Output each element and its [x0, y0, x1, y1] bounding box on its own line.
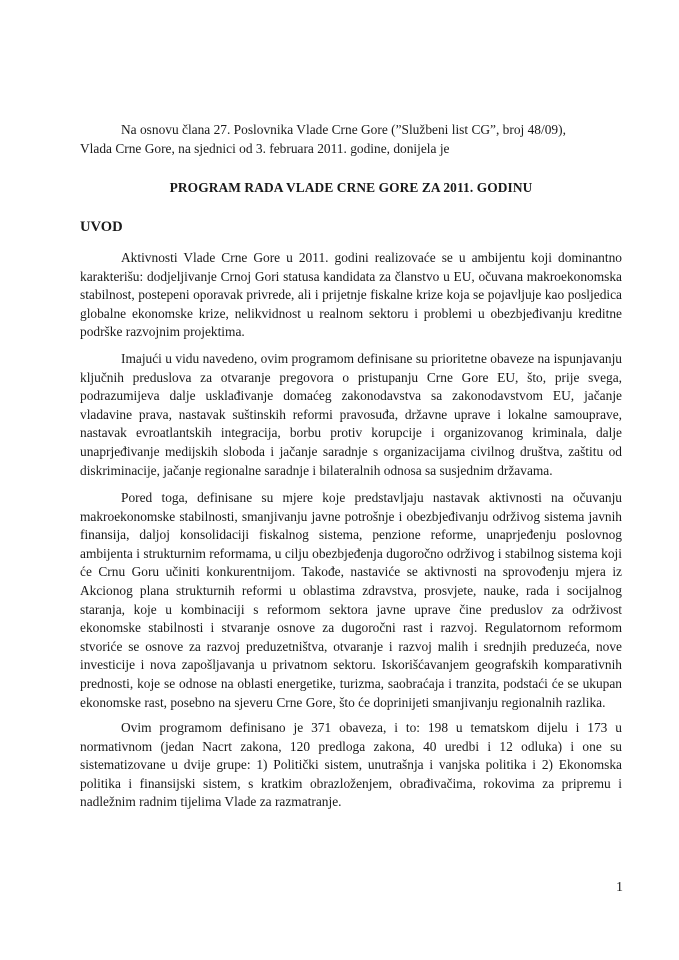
paragraph-4 [80, 719, 622, 812]
paragraph-text: Ovim programom definisano je 371 obaveza, i to: 198 u tematskom dijelu i 173 u normativnom (jedan Nacrt zakona, 120 predloga zakona, 40 uredbi i 12 odluka) i one su sistematizovane u dvije grupe: 1) Politički sistem, unutrašnja i vanjska politika i 2) Ekonomska politika i finansijski sistem, s kratkim obrazloženjem, obrađivačima, rokovima za pripremu i nadležnim radnim tijelima Vlade za razmatranje. [80, 720, 622, 810]
paragraph-text: Imajući u vidu navedeno, ovim programom definisane su prioritetne obaveze na ispunjavanju ključnih preduslova za otvaranje pregovora o pristupanju Crne Gore EU, što, prije svega, podrazumijeva dalje usklađivanje domaćeg zakonodavstva sa zakonodavstvom EU, jačanje vladavine prava, nastavak suštinskih reformi pravosuđa, državne uprave i lokalne samouprave, nastavak evroatlantskih integracija, borbu protiv korupcije i organizovanog kriminala, dalje unaprjeđivanje medijskih sloboda i jačanje saradnje s organizacijama civilnog društva, zaštitu od diskriminacije, jačanje regionalne saradnje i bilateralnih odnosa sa susjednim državama. [80, 351, 622, 478]
preamble-line-1: Na osnovu člana 27. Poslovnika Vlade Crne Gore (”Službeni list CG”, broj 48/09), [121, 122, 566, 137]
document-title: PROGRAM RADA VLADE CRNE GORE ZA 2011. GODINU [169, 180, 533, 195]
paragraph-text: Pored toga, definisane su mjere koje predstavljaju nastavak aktivnosti na očuvanju makroekonomske stabilnosti, smanjivanju javne potrošnje i obezbjeđivanju održivog sistema javnih finansija, daljoj konsolidaciji fiskalnog sistema, penzione reforme, unaprjeđenju poslovnog ambijenta i strukturnim reformama, u cilju obezbjeđenja dugoročno održivog i stabilnog sistema koji će Crnu Goru učiniti konkurentnijom. Takođe, nastaviće se aktivnosti na sprovođenju mjera iz Akcionog plana strukturnih reformi u oblastima zdravstva, prosvjete, nauke, rada i socijalnog staranja, koje u kombinaciji s reformom sektora javne uprave čine preduslov za održivost ekonomske stabilnosti i stvaranje osnove za dugoročni rast i razvoj. Regulatornom reformom stvoriće se osnove za razvoj preduzetništva, otvaranje i razvoj malih i srednjih preduzeća, nove investicije i nova zapošljavanja u privatnom sektoru. Iskorišćavanjem geografskih komparativnih prednosti, koje se odnose na oblasti energetike, turizma, saobraćaja i tranzita, podstaći će se ukupan ekonomske rast, posebno na sjeveru Crne Gore, što će doprinijeti smanjivanju regionalnih razlika. [80, 490, 622, 710]
section-heading-uvod: UVOD [80, 219, 123, 235]
preamble [80, 121, 622, 158]
preamble-line-2: Vlada Crne Gore, na sjednici od 3. februara 2011. godine, donijela je [80, 140, 450, 156]
paragraph-3 [80, 489, 622, 712]
page-number: 1 [616, 880, 623, 895]
paragraph-text: Aktivnosti Vlade Crne Gore u 2011. godini realizovaće se u ambijentu koji dominantno karakterišu: dodjeljivanje Crnoj Gori statusa kandidata za članstvo u EU, očuvana makroekonomska stabilnost, postepeni oporavak privrede, ali i prijetnje fiskalne krize koja se pojavljuje kao posljedica globalne ekonomske krize, nelikvidnost u realnom sektoru i problemi u obezbjeđivanju kreditne podrške razvojnim projektima. [80, 250, 622, 340]
paragraph-1 [80, 249, 622, 342]
paragraph-2 [80, 350, 622, 480]
